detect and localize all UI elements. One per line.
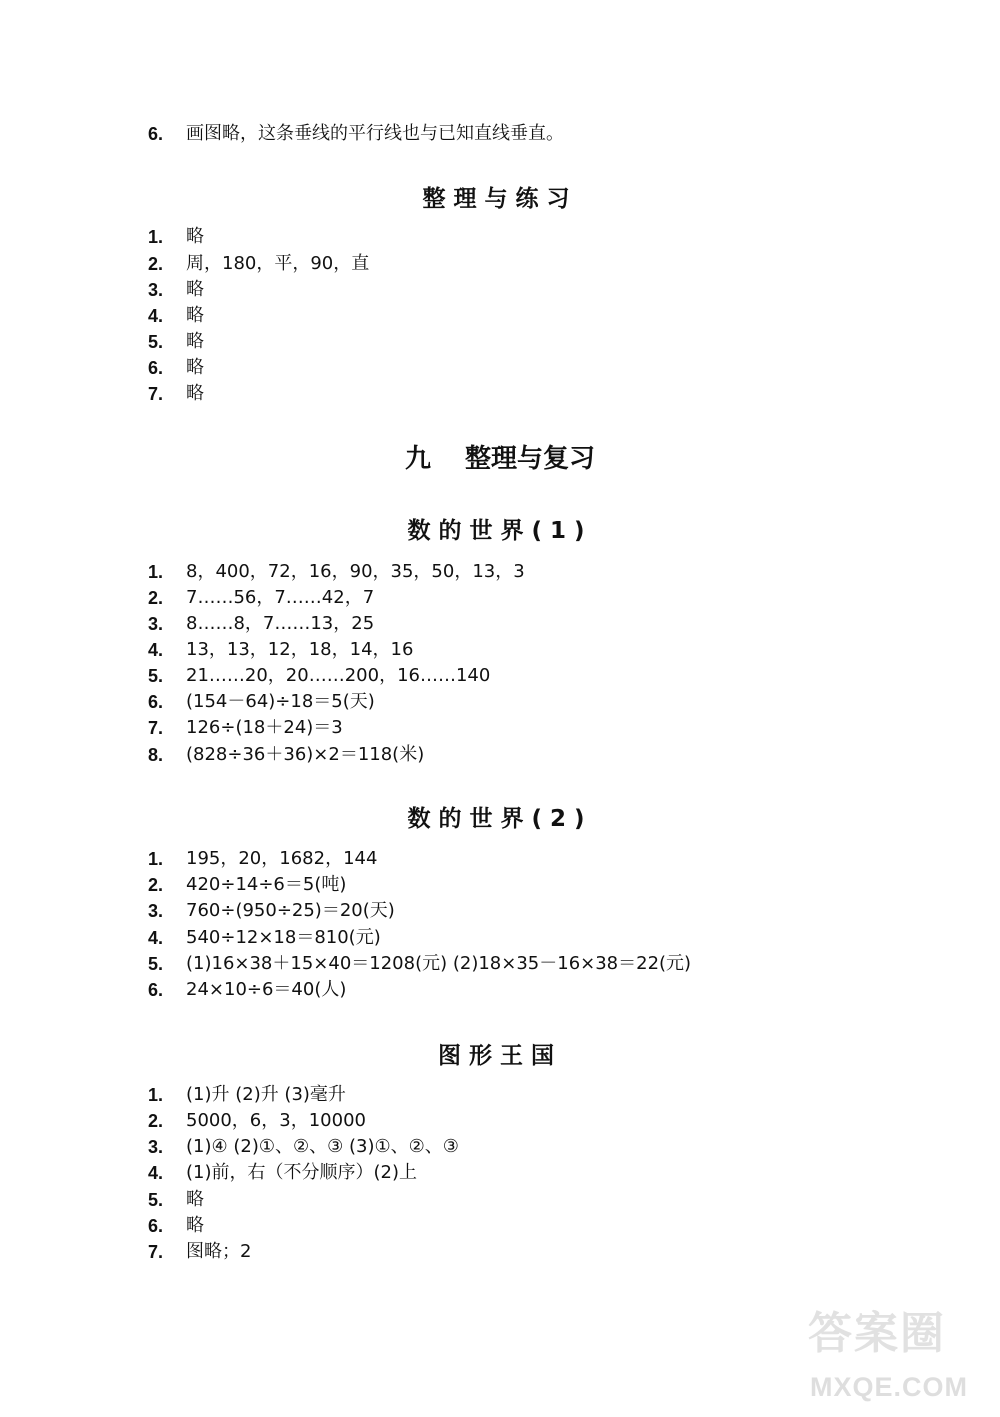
item-number: 2. bbox=[148, 1111, 164, 1131]
item-answer: 周，180，平，90，直 bbox=[186, 253, 370, 274]
item-answer: (1)升 (2)升 (3)毫升 bbox=[186, 1084, 346, 1105]
item-answer: 8，400，72，16，90，35，50，13，3 bbox=[186, 561, 525, 582]
list-item bbox=[148, 329, 204, 355]
item-number: 3. bbox=[148, 614, 164, 634]
list-item bbox=[148, 303, 204, 329]
chapter-title: 整理与复习 bbox=[465, 444, 596, 474]
section-title: 数的世界(1) bbox=[407, 518, 593, 544]
item-number: 3. bbox=[148, 901, 164, 921]
list-item bbox=[148, 224, 204, 250]
item-number: 3. bbox=[148, 1137, 164, 1157]
item-number: 7. bbox=[148, 384, 164, 404]
item-number: 5. bbox=[148, 954, 164, 974]
item-number: 5. bbox=[148, 666, 164, 686]
item-number: 5. bbox=[148, 1190, 164, 1210]
item-number: 6. bbox=[148, 980, 164, 1000]
item-number: 1. bbox=[148, 227, 164, 247]
item-number: 6. bbox=[148, 358, 164, 378]
item-answer: (828÷36＋36)×2＝118(米) bbox=[186, 744, 425, 765]
item-number: 6. bbox=[148, 124, 164, 144]
section-title: 整理与练习 bbox=[422, 186, 578, 212]
item-number: 7. bbox=[148, 1242, 164, 1262]
item-answer: 画图略，这条垂线的平行线也与已知直线垂直。 bbox=[186, 123, 564, 144]
watermark bbox=[800, 1295, 990, 1405]
list-item bbox=[148, 251, 369, 277]
list-item bbox=[148, 637, 413, 663]
item-number: 6. bbox=[148, 692, 164, 712]
watermark-logo: 答案圈 bbox=[808, 1309, 946, 1358]
item-number: 2. bbox=[148, 254, 164, 274]
chapter-number: 九 bbox=[404, 444, 431, 474]
item-answer: 略 bbox=[186, 305, 204, 326]
item-number: 1. bbox=[148, 1085, 164, 1105]
list-item bbox=[148, 121, 564, 147]
item-answer: 图略；2 bbox=[186, 1241, 252, 1262]
item-answer: 195，20，1682，144 bbox=[186, 848, 378, 869]
item-answer: (1)前，右（不分顺序）(2)上 bbox=[186, 1162, 417, 1183]
item-answer: 24×10÷6＝40(人) bbox=[186, 979, 347, 1000]
list-item bbox=[148, 872, 346, 898]
list-item bbox=[148, 925, 381, 951]
list-item bbox=[148, 1239, 251, 1265]
item-number: 2. bbox=[148, 588, 164, 608]
section-title: 图形王国 bbox=[438, 1043, 562, 1069]
item-answer: 13，13，12，18，14，16 bbox=[186, 639, 414, 660]
list-item bbox=[148, 1213, 204, 1239]
list-item bbox=[148, 742, 424, 768]
item-number: 4. bbox=[148, 928, 164, 948]
section-title: 数的世界(2) bbox=[407, 806, 593, 832]
list-item bbox=[148, 1187, 204, 1213]
item-answer: 略 bbox=[186, 383, 204, 404]
item-answer: 略 bbox=[186, 331, 204, 352]
watermark-url: MXQE.COM bbox=[810, 1372, 969, 1402]
list-item bbox=[148, 977, 346, 1003]
item-answer: 126÷(18＋24)＝3 bbox=[186, 717, 343, 738]
item-answer: 略 bbox=[186, 1215, 204, 1236]
chapter-heading bbox=[0, 438, 1000, 475]
list-item bbox=[148, 1082, 346, 1108]
item-answer: (154－64)÷18＝5(天) bbox=[186, 691, 375, 712]
list-item bbox=[148, 355, 204, 381]
item-number: 2. bbox=[148, 875, 164, 895]
item-number: 1. bbox=[148, 849, 164, 869]
list-item bbox=[148, 846, 377, 872]
list-item bbox=[148, 1108, 366, 1134]
list-item bbox=[148, 381, 204, 407]
list-item bbox=[148, 1134, 459, 1160]
item-number: 3. bbox=[148, 280, 164, 300]
list-item bbox=[148, 1160, 417, 1186]
list-item bbox=[148, 611, 374, 637]
list-item bbox=[148, 715, 343, 741]
list-item bbox=[148, 559, 525, 585]
item-number: 5. bbox=[148, 332, 164, 352]
item-answer: 760÷(950÷25)＝20(天) bbox=[186, 900, 395, 921]
list-item bbox=[148, 585, 374, 611]
list-item bbox=[148, 689, 375, 715]
item-answer: 略 bbox=[186, 357, 204, 378]
item-answer: 420÷14÷6＝5(吨) bbox=[186, 874, 347, 895]
item-answer: 5000，6，3，10000 bbox=[186, 1110, 366, 1131]
item-answer: 21……20，20……200，16……140 bbox=[186, 665, 491, 686]
item-number: 8. bbox=[148, 745, 164, 765]
item-number: 4. bbox=[148, 640, 164, 660]
list-item bbox=[148, 277, 204, 303]
item-answer: (1)16×38＋15×40＝1208(元) (2)18×35－16×38＝22(元) bbox=[186, 953, 692, 974]
list-item bbox=[148, 898, 395, 924]
item-answer: 略 bbox=[186, 1189, 204, 1210]
item-number: 7. bbox=[148, 718, 164, 738]
list-item bbox=[148, 951, 691, 977]
item-number: 6. bbox=[148, 1216, 164, 1236]
item-answer: 略 bbox=[186, 279, 204, 300]
item-answer: 7……56，7……42，7 bbox=[186, 587, 375, 608]
item-answer: 略 bbox=[186, 226, 204, 247]
item-number: 4. bbox=[148, 306, 164, 326]
item-answer: 8……8，7……13，25 bbox=[186, 613, 375, 634]
item-number: 4. bbox=[148, 1163, 164, 1183]
list-item bbox=[148, 663, 490, 689]
item-number: 1. bbox=[148, 562, 164, 582]
item-answer: 540÷12×18＝810(元) bbox=[186, 927, 381, 948]
item-answer: (1)④ (2)①、②、③ (3)①、②、③ bbox=[186, 1136, 459, 1157]
